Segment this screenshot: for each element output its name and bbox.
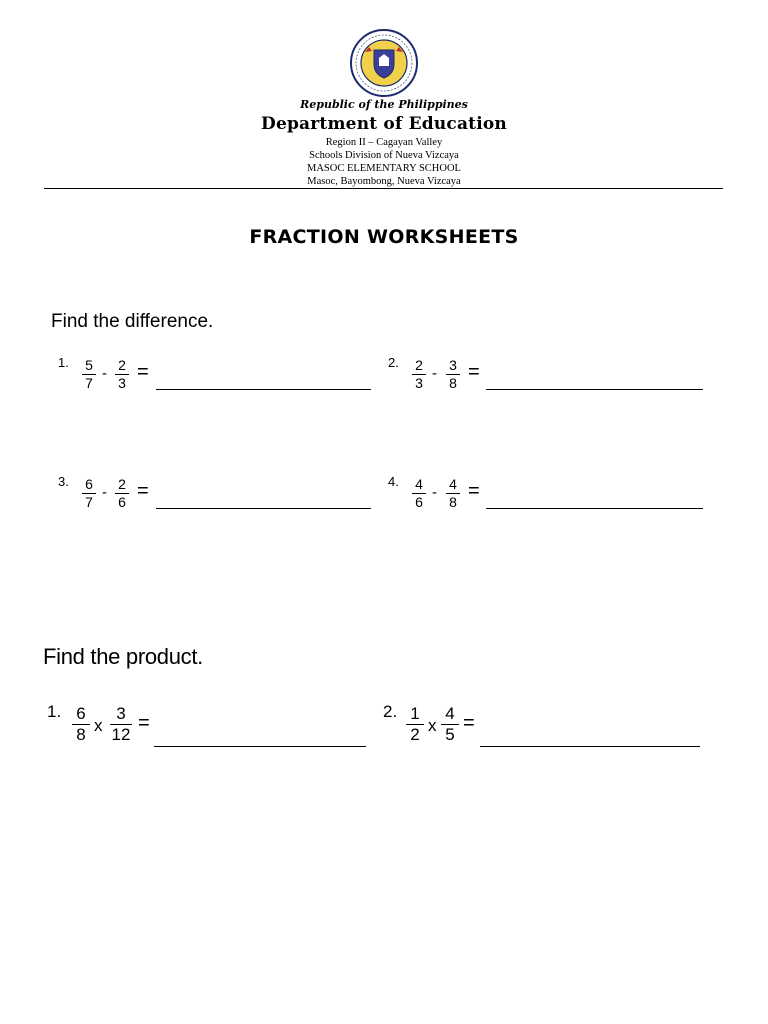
fraction-a: 2 3 bbox=[410, 357, 428, 392]
problem-number: 4. bbox=[388, 474, 399, 489]
operator: x bbox=[428, 716, 437, 735]
equals-sign: = bbox=[468, 361, 480, 383]
fraction-a: 1 2 bbox=[404, 704, 426, 745]
problem-number: 2. bbox=[388, 355, 399, 370]
region-label: Region II – Cagayan Valley bbox=[325, 137, 443, 148]
difference-problem-1 bbox=[58, 355, 378, 415]
answer-line[interactable] bbox=[480, 746, 700, 747]
page-title: FRACTION WORKSHEETS bbox=[249, 226, 519, 248]
answer-line[interactable] bbox=[154, 746, 366, 747]
difference-problem-2 bbox=[388, 355, 708, 415]
fraction-a: 6 8 bbox=[70, 704, 92, 745]
republic-label: Republic of the Philippines bbox=[300, 98, 468, 111]
equals-sign: = bbox=[463, 712, 475, 734]
letterhead bbox=[0, 98, 768, 188]
fraction-b: 3 8 bbox=[444, 357, 462, 392]
school-name: MASOC ELEMENTARY SCHOOL bbox=[307, 163, 461, 174]
fraction-a: 4 6 bbox=[410, 476, 428, 511]
operator: - bbox=[432, 484, 437, 501]
product-problem-2 bbox=[383, 702, 713, 762]
answer-line[interactable] bbox=[486, 389, 703, 390]
equals-sign: = bbox=[137, 361, 149, 383]
difference-problem-4 bbox=[388, 474, 708, 534]
problem-number: 2. bbox=[383, 702, 398, 721]
equals-sign: = bbox=[138, 712, 150, 734]
division-label: Schools Division of Nueva Vizcaya bbox=[309, 150, 459, 161]
difference-heading: Find the difference. bbox=[51, 311, 214, 332]
operator: x bbox=[94, 716, 103, 735]
header-divider bbox=[44, 188, 723, 189]
difference-problem-3 bbox=[58, 474, 378, 534]
fraction-b: 2 3 bbox=[113, 357, 131, 392]
fraction-b: 4 8 bbox=[444, 476, 462, 511]
deped-seal-icon bbox=[349, 28, 419, 98]
fraction-b: 4 5 bbox=[439, 704, 461, 745]
product-heading: Find the product. bbox=[43, 644, 203, 669]
problem-number: 1. bbox=[47, 702, 62, 721]
operator: - bbox=[102, 365, 107, 382]
operator: - bbox=[432, 365, 437, 382]
operator: - bbox=[102, 484, 107, 501]
fraction-b: 2 6 bbox=[113, 476, 131, 511]
department-name: Department of Education bbox=[261, 114, 507, 134]
fraction-b: 3 12 bbox=[111, 704, 131, 744]
school-address: Masoc, Bayombong, Nueva Vizcaya bbox=[307, 176, 461, 187]
product-problem-1 bbox=[47, 702, 377, 762]
problem-number: 1. bbox=[58, 355, 69, 370]
problem-number: 3. bbox=[58, 474, 69, 489]
equals-sign: = bbox=[468, 480, 480, 502]
fraction-a: 5 7 bbox=[80, 357, 98, 392]
answer-line[interactable] bbox=[486, 508, 703, 509]
equals-sign: = bbox=[137, 480, 149, 502]
fraction-a: 6 7 bbox=[80, 476, 98, 511]
answer-line[interactable] bbox=[156, 508, 371, 509]
answer-line[interactable] bbox=[156, 389, 371, 390]
